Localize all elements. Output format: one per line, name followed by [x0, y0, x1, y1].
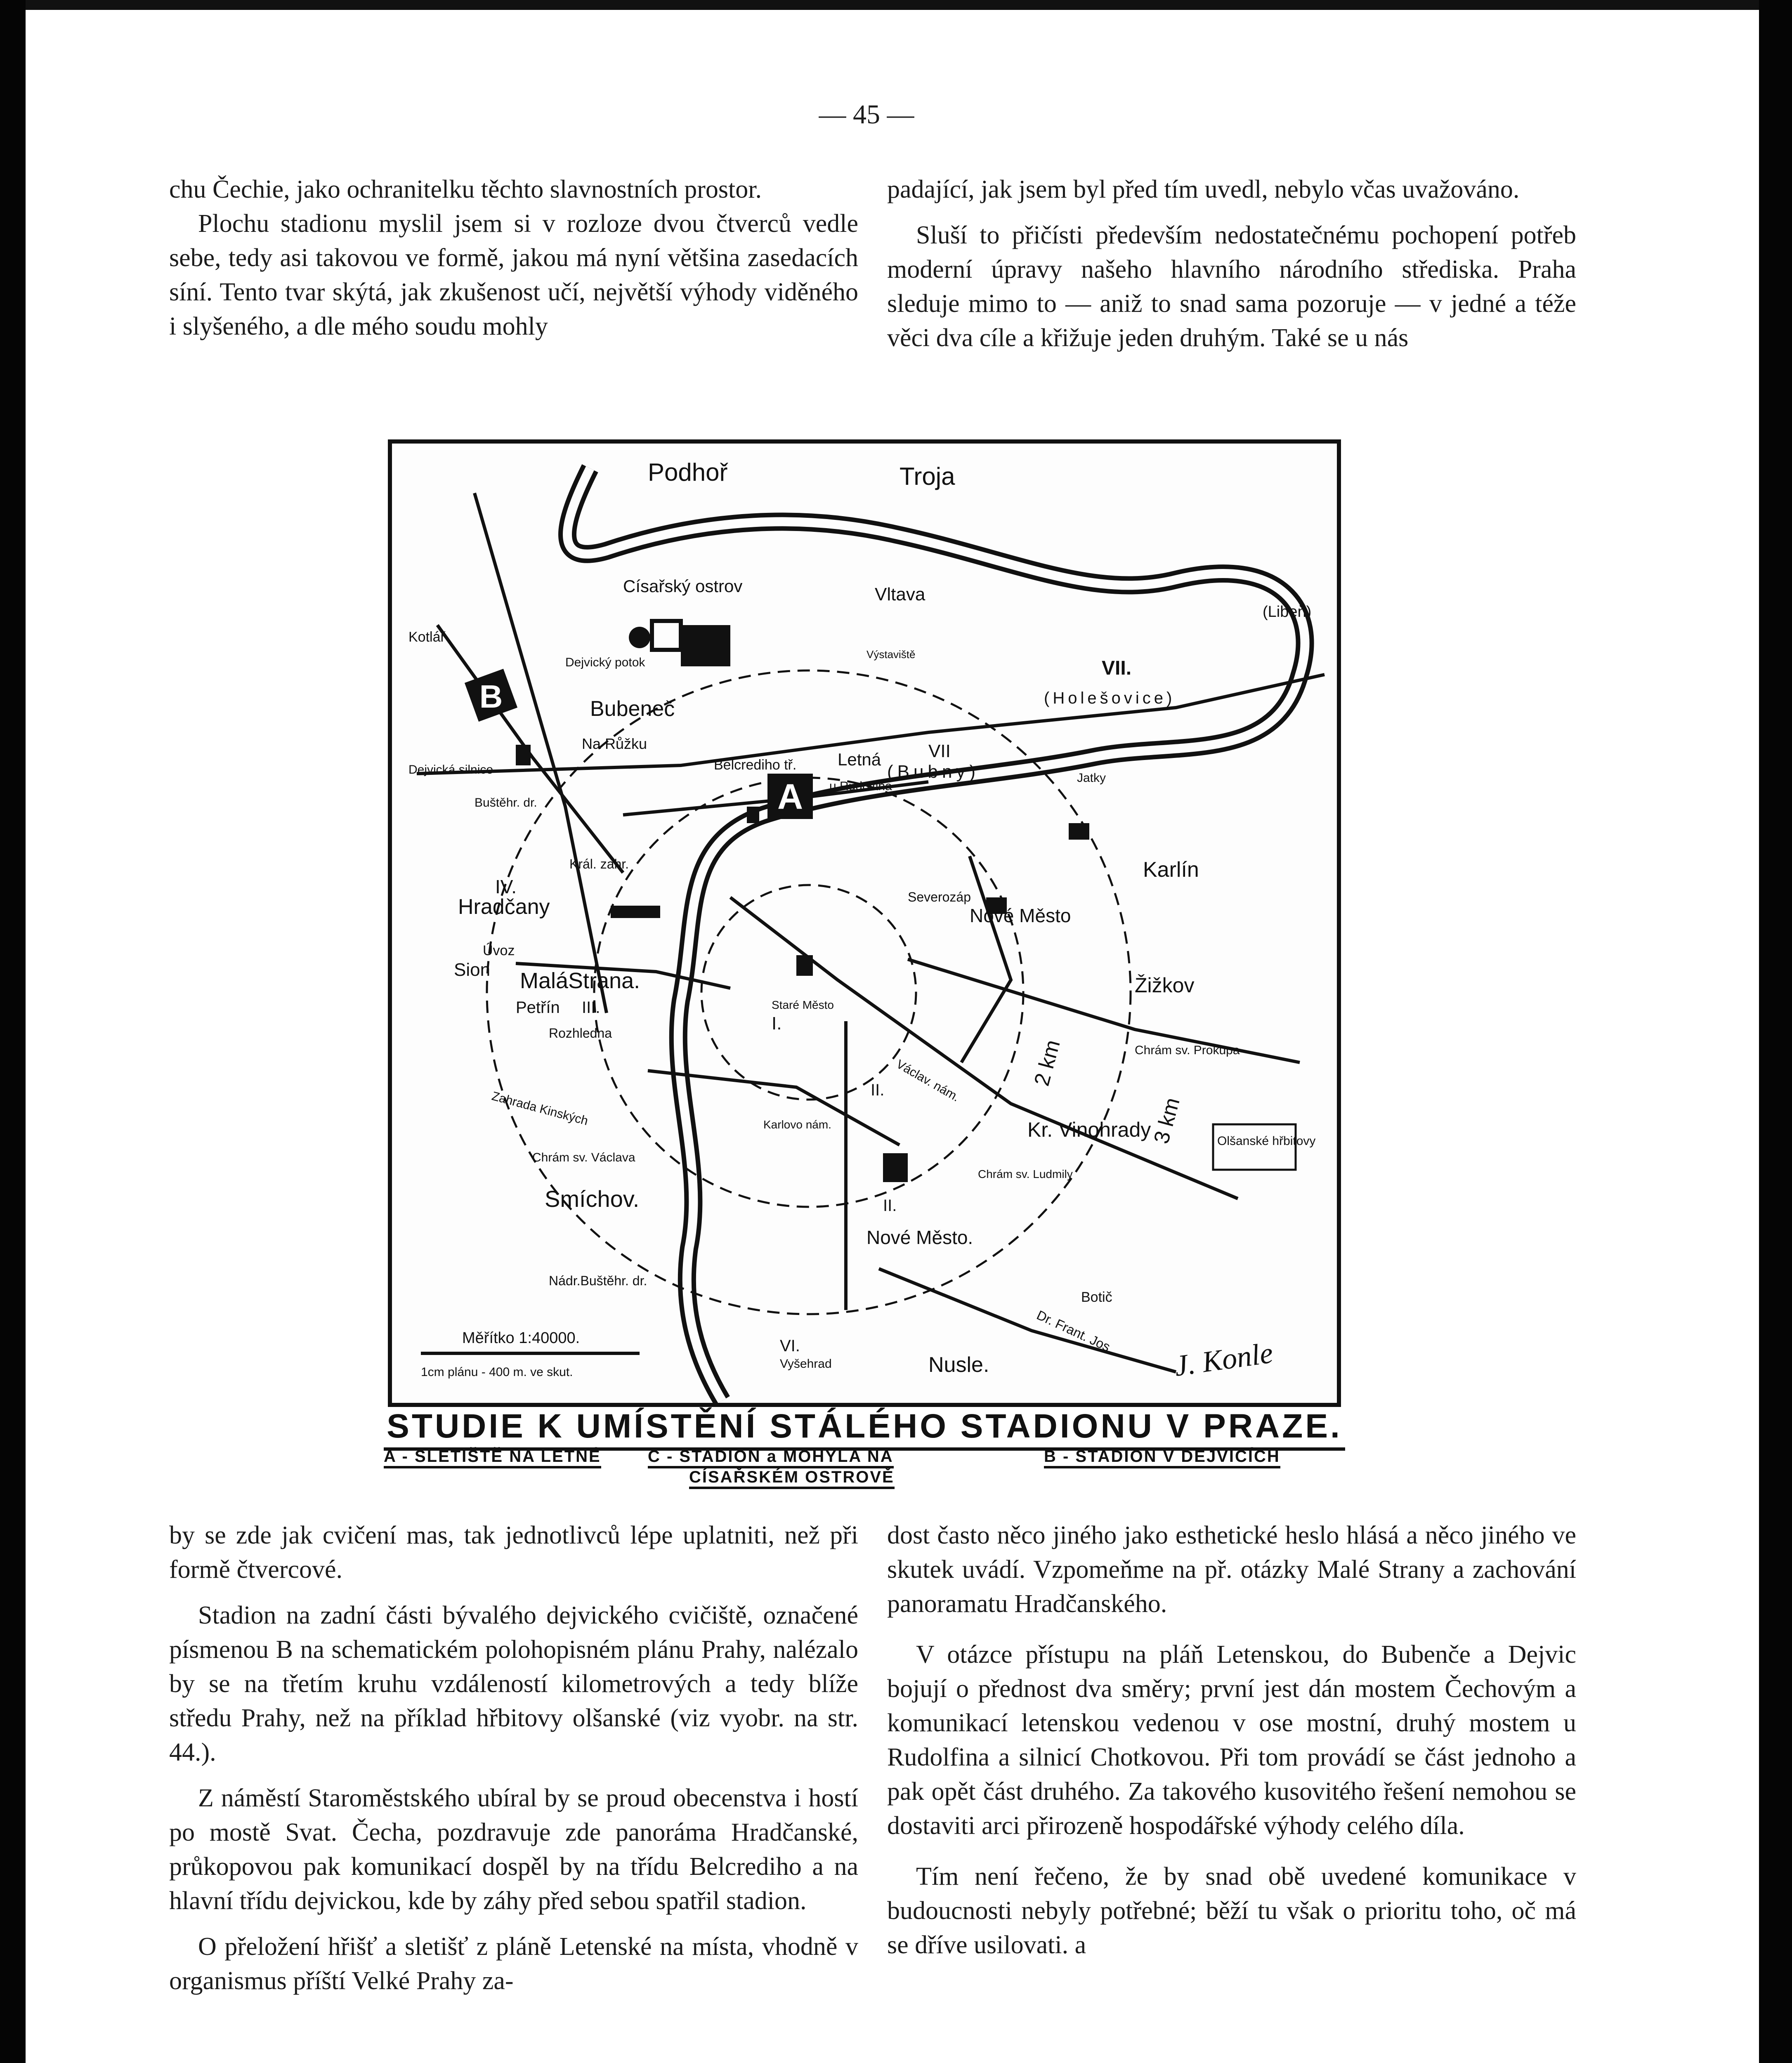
paragraph: padající, jak jsem byl před tím uvedl, nebylo včas uvažováno. — [887, 175, 1520, 203]
site-c-marker — [629, 621, 681, 650]
scale-label: Měřítko 1:40000. — [462, 1329, 580, 1347]
scan-border-right — [1759, 0, 1792, 2063]
label-bustehr-dr-1: Buštěhr. dr. — [475, 796, 537, 810]
paragraph: Z náměstí Staroměstského ubíral by se proud obecenstva i hostí po mostě Svat. Čecha, pozdravuje zde panoráma Hradčanské, průkopovou pak komunikací dospěl by na třídu Belcrediho a na hlavní třídu dejvickou, kde by záhy před sebou spatřil stadion. — [169, 1784, 858, 1915]
label-mala-strana: MaláStrana. — [520, 968, 640, 993]
scale-bar — [421, 1329, 640, 1379]
map-caption-legend — [384, 1447, 1345, 1486]
map-caption-title: STUDIE K UMÍSTĚNÍ STÁLÉHO STADIONU V PRAZE. — [384, 1407, 1345, 1451]
label-ii-1: II. — [871, 1081, 885, 1099]
column-right-top — [887, 172, 1576, 367]
paragraph: Tím není řečeno, že by snad obě uvedené komunikace v budoucnosti nebyly potřebné; běží tu však o prioritu toho, oč má se dříve usilovati. a — [887, 1862, 1576, 1959]
legend-a: A - SLETIŠTĚ NA LETNÉ — [384, 1447, 601, 1468]
label-belcrediho: Belcrediho tř. — [714, 757, 797, 773]
label-smichov: Smíchov. — [545, 1186, 640, 1212]
label-stare-mesto: Staré Město — [772, 998, 834, 1011]
label-vaclav-nam: Václav. nám. — [894, 1057, 962, 1105]
label-vystaviste: Výstaviště — [866, 648, 916, 661]
label-holesovice: (Holešovice) — [1044, 689, 1176, 707]
scale-note: 1cm plánu - 400 m. ve skut. — [421, 1365, 573, 1379]
label-dejvicka-silnice: Dejvická silnice — [408, 763, 493, 777]
column-left-top — [169, 172, 858, 355]
label-nove-mesto-2: Nové Město. — [866, 1227, 973, 1248]
label-iv: IV. — [495, 876, 517, 897]
label-ii-2: II. — [883, 1197, 897, 1215]
paragraph: Sluší to přičísti především nedostatečnému pochopení potřeb moderní úpravy našeho hlavního národního střediska. Praha sleduje mimo to — aniž to snad sama pozoruje — v jedné a téže věci dva cíle a křižuje jeden druhým. Také se u nás — [887, 221, 1576, 352]
label-zahrada-kinskych: Zahrada Kinských — [490, 1089, 590, 1128]
vltava-river — [567, 468, 1305, 1401]
paragraph: chu Čechie, jako ochranitelku těchto slavnostních prostor. — [169, 175, 762, 203]
label-dr-frant-jos: Dr. Frant. Jos. — [1034, 1307, 1116, 1356]
label-bubenec: Bubeneč — [590, 697, 675, 721]
paragraph: Plochu stadionu myslil jsem si v rozloze dvou čtverců vedle sebe, tedy asi takovou ve formě, jakou má nyní většina zasedacích síní. Tento tvar skýtá, jak zkušenost učí, největší výhody viděného i slyšeného, a dle mého soudu mohly — [169, 210, 858, 340]
label-sion: Sion — [454, 960, 491, 980]
paragraph: by se zde jak cvičení mas, tak jednotlivců lépe uplatniti, než při formě čtvercové. — [169, 1521, 858, 1584]
label-vii-a: VII. — [1102, 657, 1132, 679]
label-kotlar: Kotlář — [408, 629, 445, 645]
label-nusle: Nusle. — [928, 1353, 989, 1377]
label-petrin: Petřín — [516, 998, 560, 1017]
ring-2km — [594, 778, 1023, 1207]
label-liben: (Libeň) — [1263, 603, 1312, 621]
label-vysehrad: Vyšehrad — [780, 1357, 832, 1371]
paragraph: Stadion na zadní části bývalého dejvického cvičiště, označené písmenou B na schematickém polohopisném plánu Prahy, nalézalo by se na třetím kruhu vzdáleností kilometrových a tedy blíže středu Prahy, než na příklad hřbitovy olšanské (viz vyobr. na str. 44.). — [169, 1601, 858, 1766]
label-nove-mesto-1: Nové Město — [970, 905, 1071, 926]
column-right-bottom — [887, 1518, 1576, 1974]
label-podhor: Podhoř — [648, 458, 728, 486]
map-drawing — [392, 444, 1337, 1403]
label-rozhledna: Rozhledna — [549, 1026, 612, 1041]
label-chram-vaclava: Chrám sv. Václava — [532, 1151, 635, 1164]
label-letna: Letná — [838, 750, 881, 769]
label-ring-2km: 2 km — [1029, 1037, 1065, 1089]
svg-text:B: B — [479, 678, 503, 715]
paragraph: dost často něco jiného jako esthetické heslo hlásá a něco jiného ve skutek uvádí. Vzpomeňme na př. otázky Malé Strany a zachování panoramatu Hradčanského. — [887, 1521, 1576, 1618]
label-severozap: Severozáp — [908, 890, 971, 904]
label-i: I. — [772, 1013, 782, 1034]
svg-text:A: A — [777, 777, 803, 817]
label-karlin: Karlín — [1143, 858, 1199, 882]
label-vii-b: VII — [928, 741, 951, 761]
label-vi: VI. — [780, 1337, 800, 1355]
olsanske-box — [1213, 1124, 1315, 1170]
label-nadr-bustehr: Nádr.Buštěhr. dr. — [549, 1273, 647, 1288]
label-karlovo-nam: Karlovo nám. — [763, 1118, 831, 1131]
legend-c: C - STADION a MOHYLA NA — [648, 1447, 894, 1468]
label-kr-vinohrady: Kr. Vinohrady — [1027, 1118, 1151, 1141]
label-bubny: (Bubny) — [887, 762, 980, 782]
label-dejvicky-potok: Dejvický potok — [565, 656, 645, 669]
page-number: — 45 — — [819, 99, 914, 130]
label-uvoz: Úvoz — [483, 943, 515, 958]
signature: J. Konle — [1172, 1336, 1275, 1383]
label-ring-3km: 3 km — [1149, 1095, 1185, 1147]
label-zizkov: Žižkov — [1135, 974, 1195, 997]
site-a-marker — [767, 774, 813, 819]
label-hradcany: Hradčany — [458, 895, 550, 919]
label-jatky: Jatky — [1077, 771, 1106, 785]
label-chram-ludmily: Chrám sv. Ludmily — [978, 1168, 1073, 1180]
label-troja: Troja — [900, 463, 955, 490]
paragraph: V otázce přístupu na pláň Letenskou, do Bubenče a Dejvic bojují o přednost dva směry; první jest dán mostem Čechovým a komunikací letenskou vedenou v ose mostní, druhý mostem u Rudolfina a silnicí Chotkovou. Při tom provádí se část jednoho a pak opět část druhého. Za takového kusovitého řešení nemohou se dostaviti arci přirozeně hospodářské výhody celého díla. — [887, 1640, 1576, 1840]
legend-b: B - STADION V DEJVICÍCH — [1044, 1447, 1280, 1468]
paragraph: O přeložení hřišť a sletišť z pláně Letenské na místa, vhodně v organismus příští Velké Prahy za- — [169, 1933, 858, 1995]
legend-c-continued: CÍSAŘSKÉM OSTROVĚ — [689, 1468, 895, 1489]
label-na-ruzku: Na Růžku — [582, 735, 647, 752]
map-labels — [408, 458, 1315, 1377]
label-kral-zahr: Král. zahr. — [569, 857, 629, 871]
label-chram-prokupa: Chrám sv. Prokupa — [1135, 1043, 1240, 1057]
label-vltava: Vltava — [875, 584, 926, 604]
label-olsanske: Olšanské hřbitovy — [1217, 1134, 1316, 1148]
ring-1km — [701, 885, 916, 1100]
label-iii: III. — [582, 998, 600, 1017]
column-left-bottom — [169, 1518, 858, 2010]
label-cisarsky-ostrov: Císařský ostrov — [623, 576, 743, 596]
scan-border-top — [0, 0, 1792, 10]
label-botic: Botič — [1081, 1289, 1112, 1305]
prague-map — [388, 439, 1341, 1407]
label-rudolfina: u Rudolfina — [829, 779, 892, 793]
scan-border-left — [0, 0, 26, 2063]
